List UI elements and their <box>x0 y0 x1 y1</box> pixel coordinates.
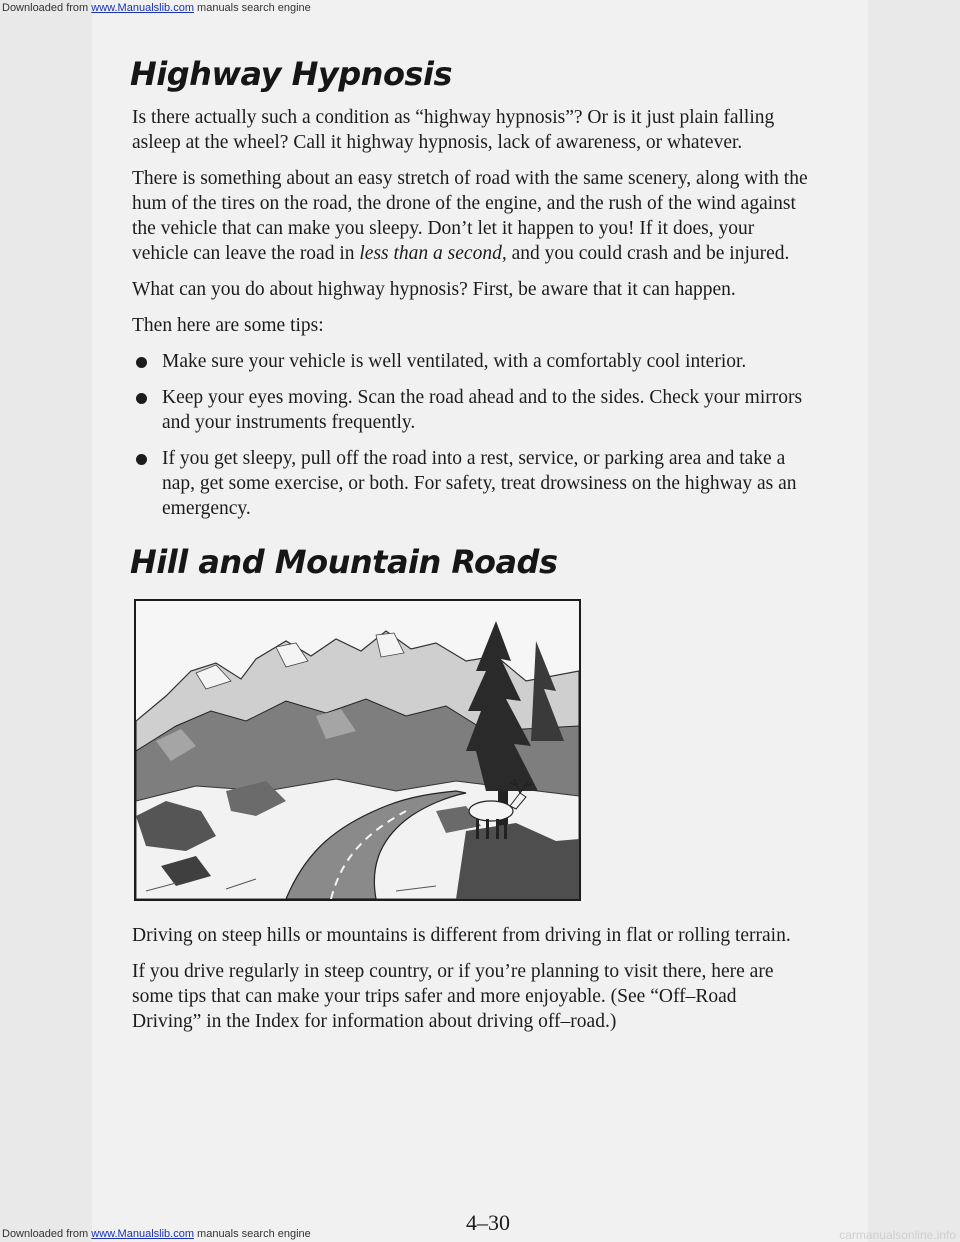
section-title-highway-hypnosis: Highway Hypnosis <box>130 55 452 93</box>
mountain-scene-svg <box>136 601 579 899</box>
paragraph-highway-2-b: and you could crash and be injured. <box>506 243 790 264</box>
paragraph-hill-1: Driving on steep hills or mountains is different from driving in flat or rolling terrain. <box>132 925 791 946</box>
banner-suffix: manuals search engine <box>193 2 311 14</box>
paragraph-highway-2-a: There is something about an easy stretch of road with the same scenery, along with the hum of the tires on the road, the drone of the engine, and the rush of the wind against the vehicle that can make you sleepy. Don’t let it happen to you! If it does, your vehicle can leave the road in <box>132 168 808 264</box>
list-item <box>130 385 810 435</box>
banner-prefix: Downloaded from <box>2 1228 92 1240</box>
download-banner-top <box>2 2 311 14</box>
paragraph-hill-2: If you drive regularly in steep country, or if you’re planning to visit there, here are some tips that can make your trips safer and more enjoyable. (See “Off–Road Driving” in the Index for information about driving off–road.) <box>132 961 774 1032</box>
tip-text: Make sure your vehicle is well ventilated, with a comfortably cool interior. <box>162 351 747 372</box>
paragraph-highway-1: Is there actually such a condition as “highway hypnosis”? Or is it just plain falling asleep at the wheel? Call it highway hypnosis, lack of awareness, or whatever. <box>132 107 775 153</box>
paragraph-highway-4: Then here are some tips: <box>132 315 324 336</box>
banner-prefix: Downloaded from <box>2 2 92 14</box>
page-margin-left <box>0 0 92 1242</box>
page-number: 4–30 <box>466 1210 510 1235</box>
bullet-icon <box>136 357 147 368</box>
page-margin-right <box>868 0 960 1242</box>
emphasis-less-than-a-second: less than a second, <box>359 243 507 264</box>
list-item <box>130 446 810 521</box>
tips-list <box>130 349 810 521</box>
paragraph-highway-2 <box>132 166 810 266</box>
list-item <box>130 349 810 374</box>
watermark-text: carmanualsonline.info <box>839 1228 956 1242</box>
banner-suffix: manuals search engine <box>193 1228 311 1240</box>
tip-text: If you get sleepy, pull off the road into a rest, service, or parking area and take a nap, get some exercise, or both. For safety, treat drowsiness on the highway as an emergency. <box>162 448 797 519</box>
bullet-icon <box>136 454 147 465</box>
section-title-hill-mountain-roads: Hill and Mountain Roads <box>130 543 558 581</box>
bullet-icon <box>136 393 147 404</box>
main-content <box>130 55 810 1045</box>
tip-text: Keep your eyes moving. Scan the road ahead and to the sides. Check your mirrors and your instruments frequently. <box>162 387 803 433</box>
paragraph-highway-3: What can you do about highway hypnosis? First, be aware that it can happen. <box>132 279 736 300</box>
manualslib-link[interactable]: www.Manualslib.com <box>91 2 194 14</box>
mountain-road-illustration <box>134 599 581 901</box>
manualslib-link[interactable]: www.Manualslib.com <box>91 1228 194 1240</box>
download-banner-bottom <box>2 1228 311 1240</box>
